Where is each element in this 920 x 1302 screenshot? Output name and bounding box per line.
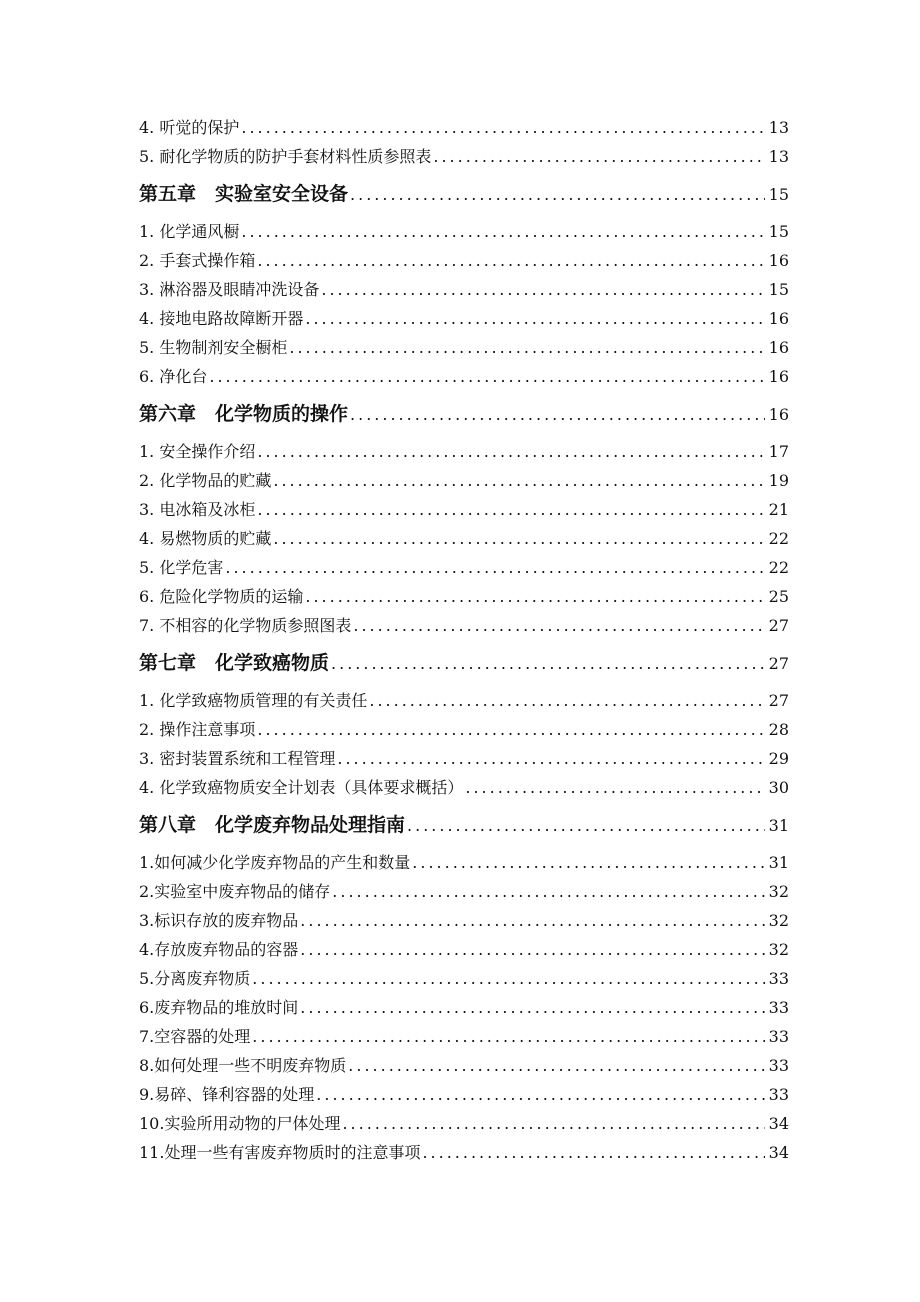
toc-entry-label: 8.如何处理一些不明废弃物质 [139, 1056, 347, 1075]
toc-entry[interactable] [139, 1109, 789, 1138]
toc-entry-label: 2. 手套式操作箱 [139, 251, 256, 270]
toc-entry-label: 1. 安全操作介绍 [139, 442, 256, 461]
dot-leader [350, 176, 765, 214]
dot-leader [331, 645, 765, 683]
toc-entry[interactable] [139, 582, 789, 611]
toc-entry[interactable] [139, 524, 789, 553]
toc-entry-label: 3. 电冰箱及冰柜 [139, 500, 256, 519]
toc-entry[interactable] [139, 437, 789, 466]
dot-leader [241, 113, 764, 142]
toc-page-number: 31 [768, 816, 789, 835]
toc-entry[interactable] [139, 848, 789, 877]
toc-entry-label: 4. 接地电路故障断开器 [139, 309, 304, 328]
toc-entry[interactable] [139, 744, 789, 773]
toc-entry-label: 1.如何减少化学废弃物品的产生和数量 [139, 853, 411, 872]
toc-page-number: 15 [768, 222, 789, 241]
toc-entry[interactable] [139, 553, 789, 582]
toc-entry-label: 第六章 化学物质的操作 [139, 403, 349, 425]
toc-page-number: 17 [768, 442, 789, 461]
dot-leader [252, 964, 764, 993]
toc-entry-label: 4. 易燃物质的贮藏 [139, 529, 272, 548]
toc-entry[interactable] [139, 246, 789, 275]
toc-page-number: 21 [768, 500, 789, 519]
toc-entry[interactable] [139, 964, 789, 993]
toc-entry-label: 6. 净化台 [139, 367, 208, 386]
dot-leader [350, 396, 765, 434]
toc-page-number: 28 [768, 720, 789, 739]
dot-leader [257, 715, 764, 744]
dot-leader [300, 906, 764, 935]
toc-page-number: 32 [768, 882, 789, 901]
toc-entry[interactable] [139, 1051, 789, 1080]
toc-entry-label: 1. 化学通风橱 [139, 222, 240, 241]
toc-page-number: 27 [768, 654, 789, 673]
toc-page-number: 33 [768, 998, 789, 1017]
dot-leader [289, 333, 764, 362]
dot-leader [332, 877, 764, 906]
toc-entry[interactable] [139, 935, 789, 964]
toc-entry[interactable] [139, 466, 789, 495]
toc-chapter-heading[interactable] [139, 395, 789, 433]
toc-entry[interactable] [139, 495, 789, 524]
toc-entry[interactable] [139, 142, 789, 171]
toc-page-number: 29 [768, 749, 789, 768]
toc-entry-label: 3. 密封装置系统和工程管理 [139, 749, 336, 768]
toc-page-number: 33 [768, 1056, 789, 1075]
toc-entry-label: 11.处理一些有害废弃物质时的注意事项 [139, 1143, 421, 1162]
dot-leader [412, 848, 764, 877]
toc-page-number: 34 [768, 1143, 789, 1162]
toc-entry[interactable] [139, 686, 789, 715]
toc-entry[interactable] [139, 993, 789, 1022]
toc-entry-label: 4.存放废弃物品的容器 [139, 940, 299, 959]
toc-page-number: 13 [768, 118, 789, 137]
dot-leader [353, 611, 764, 640]
toc-entry-label: 4. 听觉的保护 [139, 118, 240, 137]
toc-entry[interactable] [139, 906, 789, 935]
toc-page-number: 16 [768, 338, 789, 357]
dot-leader [273, 466, 764, 495]
toc-entry-label: 3. 淋浴器及眼睛冲洗设备 [139, 280, 320, 299]
toc-entry[interactable] [139, 877, 789, 906]
toc-page-number: 16 [768, 251, 789, 270]
toc-page-number: 31 [768, 853, 789, 872]
toc-entry-label: 3.标识存放的废弃物品 [139, 911, 299, 930]
dot-leader [321, 275, 764, 304]
toc-entry[interactable] [139, 1022, 789, 1051]
dot-leader [257, 437, 764, 466]
toc-entry[interactable] [139, 1080, 789, 1109]
toc-entry[interactable] [139, 113, 789, 142]
toc-entry[interactable] [139, 773, 789, 802]
dot-leader [305, 304, 764, 333]
dot-leader [241, 217, 764, 246]
dot-leader [342, 1109, 764, 1138]
toc-page-number: 19 [768, 471, 789, 490]
toc-chapter-heading[interactable] [139, 806, 789, 844]
toc-page-number: 33 [768, 969, 789, 988]
toc-entry-label: 第八章 化学废弃物品处理指南 [139, 814, 406, 836]
toc-entry-label: 1. 化学致癌物质管理的有关责任 [139, 691, 368, 710]
toc-chapter-heading[interactable] [139, 175, 789, 213]
toc-entry-label: 7.空容器的处理 [139, 1027, 251, 1046]
toc-entry-label: 5.分离废弃物质 [139, 969, 251, 988]
table-of-contents [139, 113, 789, 1167]
toc-entry-label: 第七章 化学致癌物质 [139, 652, 330, 674]
toc-entry-label: 5. 化学危害 [139, 558, 224, 577]
toc-page-number: 15 [768, 185, 789, 204]
dot-leader [300, 935, 764, 964]
toc-page-number: 32 [768, 911, 789, 930]
dot-leader [465, 773, 764, 802]
dot-leader [348, 1051, 764, 1080]
toc-entry-label: 2. 化学物品的贮藏 [139, 471, 272, 490]
toc-page-number: 34 [768, 1114, 789, 1133]
toc-entry-label: 2. 操作注意事项 [139, 720, 256, 739]
toc-chapter-heading[interactable] [139, 644, 789, 682]
toc-entry-label: 4. 化学致癌物质安全计划表（具体要求概括） [139, 778, 464, 797]
toc-entry[interactable] [139, 715, 789, 744]
toc-entry-label: 5. 生物制剂安全橱柜 [139, 338, 288, 357]
toc-entry-label: 6. 危险化学物质的运输 [139, 587, 304, 606]
toc-entry-label: 2.实验室中废弃物品的储存 [139, 882, 331, 901]
toc-entry[interactable] [139, 362, 789, 391]
toc-page-number: 16 [768, 405, 789, 424]
dot-leader [252, 1022, 764, 1051]
toc-page-number: 22 [768, 558, 789, 577]
toc-entry-label: 6.废弃物品的堆放时间 [139, 998, 299, 1017]
toc-entry[interactable] [139, 333, 789, 362]
dot-leader [422, 1138, 764, 1167]
dot-leader [316, 1080, 764, 1109]
dot-leader [305, 582, 764, 611]
dot-leader [273, 524, 764, 553]
toc-page-number: 15 [768, 280, 789, 299]
toc-entry[interactable] [139, 217, 789, 246]
toc-entry-label: 10.实验所用动物的尸体处理 [139, 1114, 341, 1133]
toc-page-number: 33 [768, 1085, 789, 1104]
dot-leader [225, 553, 764, 582]
dot-leader [209, 362, 764, 391]
toc-page-number: 32 [768, 940, 789, 959]
dot-leader [257, 246, 764, 275]
dot-leader [300, 993, 764, 1022]
toc-page-number: 27 [768, 616, 789, 635]
dot-leader [433, 142, 764, 171]
dot-leader [257, 495, 764, 524]
toc-entry-label: 9.易碎、锋利容器的处理 [139, 1085, 315, 1104]
toc-page-number: 16 [768, 309, 789, 328]
toc-page-number: 33 [768, 1027, 789, 1046]
toc-entry[interactable] [139, 275, 789, 304]
toc-page-number: 22 [768, 529, 789, 548]
toc-entry-label: 7. 不相容的化学物质参照图表 [139, 616, 352, 635]
toc-page-number: 16 [768, 367, 789, 386]
toc-page-number: 27 [768, 691, 789, 710]
dot-leader [369, 686, 764, 715]
toc-page-number: 30 [768, 778, 789, 797]
toc-entry[interactable] [139, 1138, 789, 1167]
toc-entry-label: 第五章 实验室安全设备 [139, 183, 349, 205]
toc-entry[interactable] [139, 611, 789, 640]
dot-leader [337, 744, 764, 773]
toc-entry-label: 5. 耐化学物质的防护手套材料性质参照表 [139, 147, 432, 166]
toc-page-number: 25 [768, 587, 789, 606]
toc-page-number: 13 [768, 147, 789, 166]
dot-leader [407, 807, 765, 845]
toc-entry[interactable] [139, 304, 789, 333]
